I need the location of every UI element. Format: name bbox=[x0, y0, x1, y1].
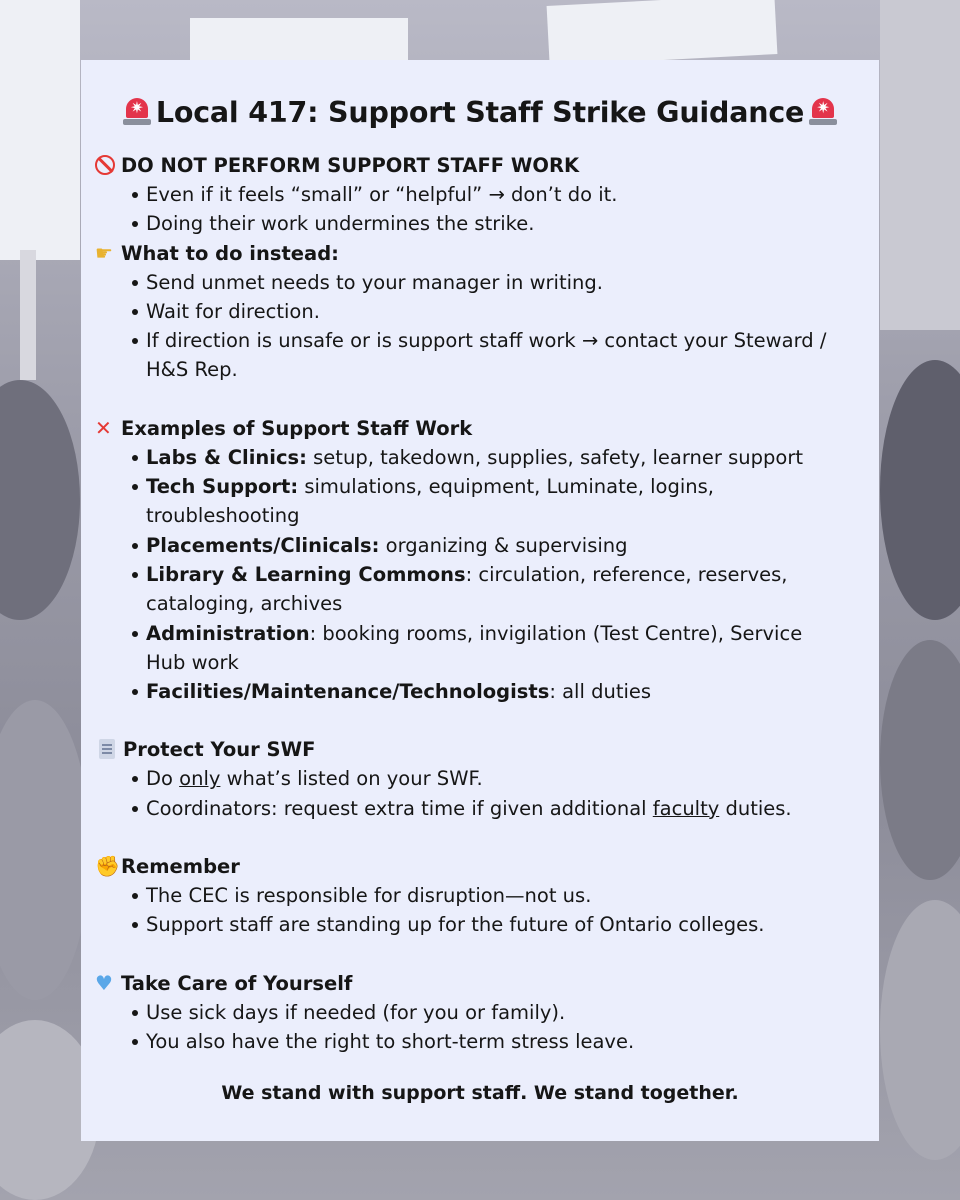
section-heading bbox=[95, 852, 843, 881]
page-title bbox=[117, 96, 843, 129]
item-text: : all duties bbox=[549, 680, 652, 704]
title-text: Local 417: Support Staff Strike Guidance bbox=[155, 96, 805, 129]
heading-text: Protect Your SWF bbox=[123, 738, 316, 762]
list-item bbox=[133, 794, 843, 823]
list-item bbox=[133, 443, 843, 472]
no-entry-icon bbox=[95, 155, 115, 175]
item-text: what’s listed on your SWF. bbox=[220, 767, 483, 791]
item-label: Library & Learning Commons bbox=[146, 562, 466, 586]
bullet-list bbox=[95, 764, 843, 823]
list-item: Support staff are standing up for the future of Ontario colleges. bbox=[133, 910, 843, 939]
heading-text: Remember bbox=[121, 855, 240, 879]
siren-icon: ✷ bbox=[122, 96, 152, 126]
raised-fist-icon: ✊ bbox=[95, 854, 120, 879]
protester bbox=[880, 900, 960, 1160]
list-item: You also have the right to short-term stress leave. bbox=[133, 1027, 843, 1056]
item-text: : booking rooms, invigilation (Test Centre), Service Hub work bbox=[146, 621, 803, 674]
bullet-list bbox=[95, 268, 843, 385]
building-column bbox=[880, 0, 960, 330]
section-what-to-do bbox=[95, 239, 843, 385]
protester bbox=[0, 380, 80, 620]
item-text: setup, takedown, supplies, safety, learner support bbox=[306, 445, 803, 469]
guidance-card bbox=[81, 60, 879, 1141]
picket-sign bbox=[0, 0, 80, 260]
list-item: The CEC is responsible for disruption—not us. bbox=[133, 881, 843, 910]
pointing-hand-icon: ☛ bbox=[95, 240, 113, 265]
list-item: Even if it feels “small” or “helpful” → don’t do it. bbox=[133, 180, 843, 209]
list-item: If direction is unsafe or is support staff work → contact your Steward / H&S Rep. bbox=[133, 326, 843, 385]
list-item: Use sick days if needed (for you or family). bbox=[133, 998, 843, 1027]
item-text: : circulation, reference, reserves, cataloging, archives bbox=[146, 562, 788, 616]
item-text: organizing & supervising bbox=[379, 533, 628, 557]
blue-heart-icon: ♥ bbox=[95, 970, 113, 995]
siren-icon: ✷ bbox=[808, 96, 838, 126]
list-item bbox=[133, 677, 843, 706]
section-heading bbox=[95, 414, 843, 443]
sign-pole bbox=[20, 250, 36, 380]
picket-sign bbox=[190, 18, 408, 60]
bullet-list bbox=[95, 998, 843, 1057]
list-item bbox=[133, 560, 843, 619]
heading-text: Examples of Support Staff Work bbox=[121, 416, 473, 440]
section-heading bbox=[95, 239, 843, 268]
list-item: Wait for direction. bbox=[133, 297, 843, 326]
bullet-list bbox=[95, 443, 843, 707]
item-text: simulations, equipment, Luminate, logins, troubleshooting bbox=[146, 475, 714, 528]
section-remember bbox=[95, 852, 843, 940]
section-do-not-perform bbox=[95, 151, 843, 239]
footer-slogan: We stand with support staff. We stand together. bbox=[221, 1082, 739, 1105]
section-examples bbox=[95, 414, 843, 707]
section-heading bbox=[95, 735, 843, 764]
bullet-list bbox=[95, 180, 843, 239]
list-item bbox=[133, 472, 843, 531]
section-heading bbox=[95, 969, 843, 998]
protester bbox=[880, 640, 960, 880]
protester bbox=[880, 360, 960, 620]
list-item bbox=[133, 531, 843, 560]
bullet-list bbox=[95, 881, 843, 940]
list-item: Send unmet needs to your manager in writing. bbox=[133, 268, 843, 297]
item-label: Administration bbox=[146, 621, 310, 645]
item-text: duties. bbox=[719, 796, 792, 820]
picket-sign bbox=[547, 0, 778, 66]
cross-mark-icon: ✕ bbox=[95, 415, 112, 440]
document-icon bbox=[99, 739, 115, 759]
list-item bbox=[133, 764, 843, 793]
underlined-text: only bbox=[179, 767, 221, 791]
item-text: Coordinators: request extra time if given additional bbox=[146, 796, 653, 820]
list-item: Doing their work undermines the strike. bbox=[133, 209, 843, 238]
heading-text: What to do instead: bbox=[121, 241, 339, 265]
section-self-care bbox=[95, 969, 843, 1057]
item-label: Labs & Clinics: bbox=[146, 445, 307, 469]
item-label: Facilities/Maintenance/Technologists bbox=[146, 680, 550, 704]
protester bbox=[0, 700, 90, 1000]
section-protect-swf bbox=[95, 735, 843, 823]
item-text: Do bbox=[146, 767, 180, 791]
underlined-text: faculty bbox=[652, 796, 720, 820]
heading-text: DO NOT PERFORM SUPPORT STAFF WORK bbox=[121, 154, 580, 177]
item-label: Placements/Clinicals: bbox=[146, 533, 380, 557]
list-item bbox=[133, 619, 843, 678]
item-label: Tech Support: bbox=[146, 475, 299, 499]
section-heading bbox=[95, 151, 843, 180]
heading-text: Take Care of Yourself bbox=[121, 971, 353, 995]
